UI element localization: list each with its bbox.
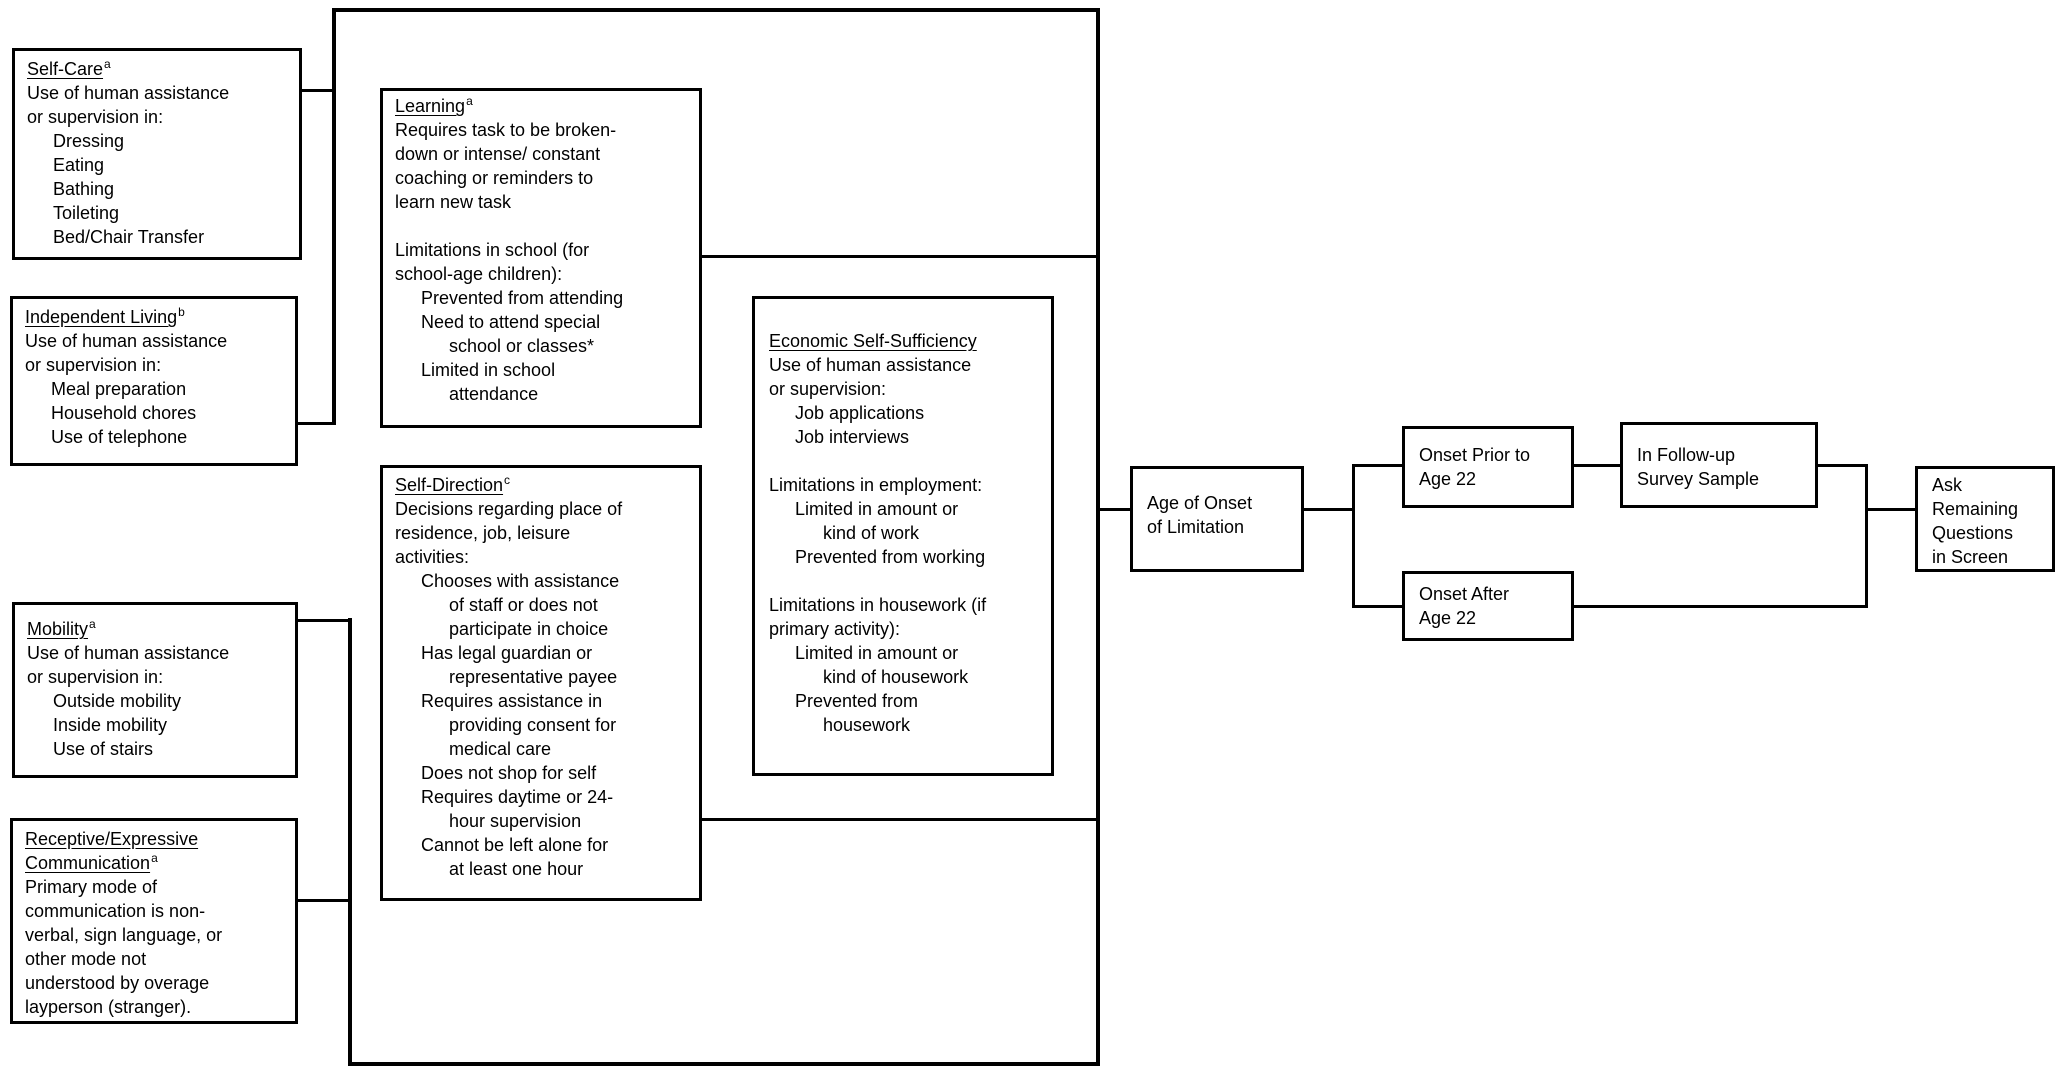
box-body-text: Use of human assistance xyxy=(25,331,228,351)
text-line xyxy=(769,521,1045,545)
text-line xyxy=(395,761,693,785)
text-line xyxy=(769,545,1045,569)
text-line xyxy=(25,875,289,899)
box-body-text: Limitations in school (for xyxy=(395,240,590,260)
box-body-text: Bathing xyxy=(53,179,115,199)
connector-age-to-branch xyxy=(1304,508,1354,511)
text-line xyxy=(1147,491,1301,515)
text-line xyxy=(769,497,1045,521)
text-line xyxy=(395,833,693,857)
box-body-text: Age of Onset xyxy=(1147,493,1253,513)
onset-prior-age-22-box xyxy=(1402,426,1574,508)
text-line xyxy=(1637,443,1815,467)
connector-learning xyxy=(702,255,1096,258)
text-line xyxy=(395,713,693,737)
text-line xyxy=(395,521,693,545)
text-line xyxy=(395,214,693,238)
box-title-text: Economic Self-Sufficiency xyxy=(769,331,977,351)
box-body-text: school-age children): xyxy=(395,264,563,284)
box-body-text: layperson (stranger). xyxy=(25,997,192,1017)
text-line xyxy=(1419,582,1571,606)
self-direction-box xyxy=(380,465,702,901)
text-line xyxy=(27,225,293,249)
text-line xyxy=(395,118,693,142)
box-title-text: Learning xyxy=(395,96,466,116)
text-line xyxy=(395,190,693,214)
text-line xyxy=(27,57,293,81)
text-line xyxy=(395,737,693,761)
self-care-box xyxy=(12,48,302,260)
box-body-text: Limited in school xyxy=(421,360,556,380)
box-body-text: residence, job, leisure xyxy=(395,523,571,543)
box-body-text: In Follow-up xyxy=(1637,445,1736,465)
text-line xyxy=(395,238,693,262)
box-body-text: Use of human assistance xyxy=(27,83,230,103)
branch-bracket-left xyxy=(1352,464,1355,608)
text-line xyxy=(1932,473,2052,497)
text-line xyxy=(395,382,693,406)
collector-left-edge-upper xyxy=(332,8,336,425)
receptive-communication-box xyxy=(10,818,298,1024)
text-line xyxy=(25,425,289,449)
box-body-text: of staff or does not xyxy=(449,595,598,615)
box-body-text: Requires daytime or 24- xyxy=(421,787,614,807)
box-body-text: Household chores xyxy=(51,403,197,423)
connector-to-onset-after xyxy=(1355,605,1402,608)
box-body-text: in Screen xyxy=(1932,547,2009,567)
box-body-text: Job applications xyxy=(795,403,925,423)
text-line xyxy=(27,713,289,737)
box-body-text: Does not shop for self xyxy=(421,763,597,783)
box-body-text: hour supervision xyxy=(449,811,582,831)
box-body-text: Age 22 xyxy=(1419,469,1477,489)
connector-independent-living xyxy=(298,422,334,425)
footnote-marker: a xyxy=(466,94,473,108)
text-line xyxy=(395,617,693,641)
text-line xyxy=(769,713,1045,737)
connector-mobility xyxy=(298,619,350,622)
text-line xyxy=(27,617,289,641)
text-line xyxy=(27,665,289,689)
text-line xyxy=(1932,545,2052,569)
box-body-text: learn new task xyxy=(395,192,512,212)
text-line xyxy=(1419,467,1571,491)
box-body-text: medical care xyxy=(449,739,552,759)
text-line xyxy=(25,377,289,401)
text-line xyxy=(395,94,693,118)
box-body-text: Use of human assistance xyxy=(769,355,972,375)
box-body-text: Toileting xyxy=(53,203,120,223)
box-body-text: Job interviews xyxy=(795,427,910,447)
text-line xyxy=(395,262,693,286)
box-title-text: Receptive/Expressive xyxy=(25,829,199,849)
box-body-text: Onset After xyxy=(1419,584,1510,604)
box-body-text: or supervision in: xyxy=(27,667,164,687)
box-body-text: Cannot be left alone for xyxy=(421,835,609,855)
text-line xyxy=(25,401,289,425)
footnote-marker: a xyxy=(151,851,158,865)
text-line xyxy=(769,641,1045,665)
text-line xyxy=(395,857,693,881)
text-line xyxy=(1637,467,1815,491)
box-body-text: other mode not xyxy=(25,949,147,969)
text-line xyxy=(27,81,293,105)
text-line xyxy=(27,201,293,225)
connector-to-ask-remaining xyxy=(1868,508,1915,511)
box-body-text: Requires task to be broken- xyxy=(395,120,617,140)
box-body-text: Age 22 xyxy=(1419,608,1477,628)
text-line xyxy=(1419,443,1571,467)
independent-living-box xyxy=(10,296,298,466)
economic-self-sufficiency-box xyxy=(752,296,1054,776)
box-body-text: Meal preparation xyxy=(51,379,187,399)
box-body-text: Use of human assistance xyxy=(27,643,230,663)
box-body-text: activities: xyxy=(395,547,470,567)
connector-receptive xyxy=(298,899,350,902)
box-body-text: Prevented from xyxy=(795,691,919,711)
text-line xyxy=(27,641,289,665)
box-body-text: Use of telephone xyxy=(51,427,188,447)
footnote-marker: a xyxy=(104,57,111,71)
box-body-text: or supervision in: xyxy=(25,355,162,375)
text-line xyxy=(395,569,693,593)
footnote-marker: a xyxy=(89,617,96,631)
text-line xyxy=(27,105,293,129)
box-body-text: providing consent for xyxy=(449,715,617,735)
connector-followup-to-join xyxy=(1818,464,1868,467)
box-body-text: Inside mobility xyxy=(53,715,168,735)
box-body-text: Remaining xyxy=(1932,499,2019,519)
text-line xyxy=(1419,606,1571,630)
text-line xyxy=(769,569,1045,593)
learning-box xyxy=(380,88,702,428)
box-body-text: Outside mobility xyxy=(53,691,182,711)
text-line xyxy=(395,545,693,569)
box-body-text: participate in choice xyxy=(449,619,609,639)
age-of-onset-box xyxy=(1130,466,1304,572)
box-body-text: representative payee xyxy=(449,667,618,687)
box-body-text: Requires assistance in xyxy=(421,691,603,711)
text-line xyxy=(395,334,693,358)
box-body-text: Limited in amount or xyxy=(795,643,959,663)
onset-after-age-22-box xyxy=(1402,571,1574,641)
text-line xyxy=(395,310,693,334)
box-title-text: Independent Living xyxy=(25,307,178,327)
box-body-text: kind of work xyxy=(823,523,920,543)
join-bracket-right xyxy=(1865,464,1868,608)
text-line xyxy=(395,641,693,665)
text-line xyxy=(27,153,293,177)
text-line xyxy=(769,401,1045,425)
text-line xyxy=(769,665,1045,689)
text-line xyxy=(395,785,693,809)
text-line xyxy=(395,166,693,190)
box-body-text: or supervision in: xyxy=(27,107,164,127)
footnote-marker: b xyxy=(178,305,185,319)
box-body-text: Use of stairs xyxy=(53,739,154,759)
box-body-text: Questions xyxy=(1932,523,2014,543)
footnote-marker: c xyxy=(504,473,511,487)
text-line xyxy=(27,737,289,761)
box-body-text: primary activity): xyxy=(769,619,901,639)
text-line xyxy=(25,971,289,995)
text-line xyxy=(25,305,289,329)
box-body-text: Has legal guardian or xyxy=(421,643,593,663)
box-body-text: attendance xyxy=(449,384,539,404)
box-body-text: Prevented from attending xyxy=(421,288,624,308)
connector-after-to-join xyxy=(1574,605,1868,608)
collector-top-edge xyxy=(332,8,1100,12)
text-line xyxy=(769,425,1045,449)
box-body-text: school or classes* xyxy=(449,336,595,356)
text-line xyxy=(1932,497,2052,521)
text-line xyxy=(395,593,693,617)
text-line xyxy=(395,473,693,497)
box-body-text: understood by overage xyxy=(25,973,210,993)
box-body-text: Onset Prior to xyxy=(1419,445,1531,465)
text-line xyxy=(769,377,1045,401)
box-body-text: Limited in amount or xyxy=(795,499,959,519)
box-body-text: at least one hour xyxy=(449,859,584,879)
mobility-box xyxy=(12,602,298,778)
text-line xyxy=(27,177,293,201)
text-line xyxy=(25,995,289,1019)
box-body-text: Prevented from working xyxy=(795,547,986,567)
text-line xyxy=(395,358,693,382)
text-line xyxy=(769,449,1045,473)
box-body-text: Primary mode of xyxy=(25,877,158,897)
text-line xyxy=(395,665,693,689)
box-body-text: coaching or reminders to xyxy=(395,168,594,188)
text-line xyxy=(25,947,289,971)
box-title-text: Communication xyxy=(25,853,151,873)
box-body-text: verbal, sign language, or xyxy=(25,925,223,945)
box-title-text: Self-Care xyxy=(27,59,104,79)
text-line xyxy=(27,129,293,153)
box-body-text: housework xyxy=(823,715,911,735)
box-body-text: down or intense/ constant xyxy=(395,144,601,164)
connector-to-onset-prior xyxy=(1355,464,1402,467)
box-body-text: communication is non- xyxy=(25,901,206,921)
text-line xyxy=(25,329,289,353)
box-body-text: Decisions regarding place of xyxy=(395,499,623,519)
box-body-text: of Limitation xyxy=(1147,517,1245,537)
text-line xyxy=(769,473,1045,497)
collector-right-edge xyxy=(1096,8,1100,1066)
box-body-text: kind of housework xyxy=(823,667,969,687)
connector-self-care xyxy=(302,89,334,92)
box-body-text: Dressing xyxy=(53,131,125,151)
text-line xyxy=(395,286,693,310)
text-line xyxy=(769,689,1045,713)
connector-prior-to-followup xyxy=(1574,464,1620,467)
connector-self-direction xyxy=(702,818,1096,821)
box-title-text: Mobility xyxy=(27,619,89,639)
follow-up-survey-box xyxy=(1620,422,1818,508)
text-line xyxy=(25,353,289,377)
box-body-text: or supervision: xyxy=(769,379,887,399)
text-line xyxy=(1147,515,1301,539)
text-line xyxy=(25,923,289,947)
text-line xyxy=(769,353,1045,377)
box-body-text: Eating xyxy=(53,155,105,175)
text-line xyxy=(1932,521,2052,545)
text-line xyxy=(25,851,289,875)
box-body-text: Need to attend special xyxy=(421,312,601,332)
box-body-text: Bed/Chair Transfer xyxy=(53,227,205,247)
text-line xyxy=(395,809,693,833)
text-line xyxy=(27,689,289,713)
text-line xyxy=(395,497,693,521)
text-line xyxy=(769,617,1045,641)
box-body-text: Survey Sample xyxy=(1637,469,1760,489)
text-line xyxy=(25,899,289,923)
box-body-text: Ask xyxy=(1932,475,1963,495)
text-line xyxy=(25,827,289,851)
box-body-text: Limitations in employment: xyxy=(769,475,983,495)
text-line xyxy=(769,329,1045,353)
box-title-text: Self-Direction xyxy=(395,475,504,495)
text-line xyxy=(769,593,1045,617)
ask-remaining-questions-box xyxy=(1915,466,2055,572)
text-line xyxy=(395,689,693,713)
box-body-text: Limitations in housework (if xyxy=(769,595,987,615)
connector-to-age-of-onset xyxy=(1100,508,1130,511)
collector-bottom-edge xyxy=(348,1062,1100,1066)
text-line xyxy=(395,142,693,166)
collector-left-edge-lower xyxy=(348,618,352,1066)
box-body-text: Chooses with assistance xyxy=(421,571,620,591)
